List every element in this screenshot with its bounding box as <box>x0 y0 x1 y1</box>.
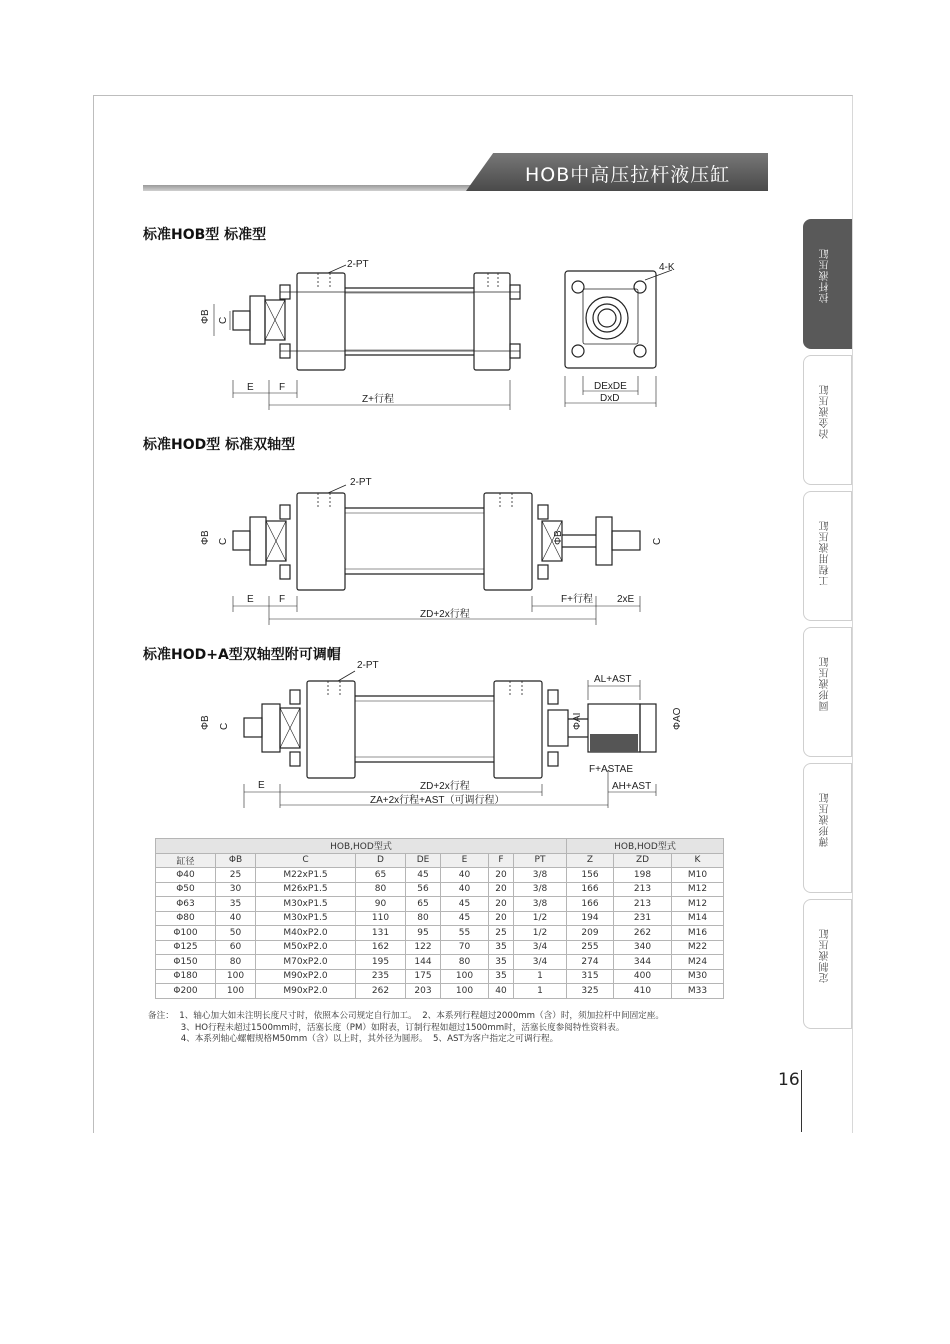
table-cell: Φ50 <box>156 882 216 897</box>
svg-text:2-PT: 2-PT <box>347 259 369 270</box>
hod-side-labels <box>200 477 663 620</box>
table-cell: 231 <box>614 911 672 926</box>
table-cell: 45 <box>406 868 441 883</box>
table-cell: 262 <box>356 984 406 999</box>
table-cell: 325 <box>567 984 614 999</box>
table-cell: Φ100 <box>156 926 216 941</box>
col-header: Z <box>567 853 614 868</box>
table-cell: M22 <box>672 940 724 955</box>
table-cell: 100 <box>441 984 489 999</box>
table-cell: 255 <box>567 940 614 955</box>
table-cell: 70 <box>441 940 489 955</box>
col-header: PT <box>514 853 567 868</box>
col-header: ZD <box>614 853 672 868</box>
table-cell: 50 <box>216 926 256 941</box>
table-row <box>156 940 724 955</box>
table-cell: Φ63 <box>156 897 216 912</box>
table-cell: 80 <box>356 882 406 897</box>
table-row <box>156 926 724 941</box>
table-cell: 156 <box>567 868 614 883</box>
page-number: 16 <box>778 1070 800 1090</box>
table-cell: 203 <box>406 984 441 999</box>
table-cell: 45 <box>441 897 489 912</box>
table-cell: M90xP2.0 <box>256 969 356 984</box>
table-cell: 35 <box>489 955 514 970</box>
table-cell: M50xP2.0 <box>256 940 356 955</box>
table-cell: 144 <box>406 955 441 970</box>
table-cell: 40 <box>441 868 489 883</box>
svg-text:2xE: 2xE <box>617 594 635 605</box>
page-title: HOB中高压拉杆液压缸 <box>525 164 731 186</box>
side-tab-label: 冶金液压缸 <box>820 384 831 439</box>
svg-text:ΦB: ΦB <box>200 530 211 545</box>
table-cell: 20 <box>489 868 514 883</box>
table-cell: 110 <box>356 911 406 926</box>
table-cell: 95 <box>406 926 441 941</box>
table-cell: 80 <box>216 955 256 970</box>
hob-end-labels <box>594 262 675 404</box>
table-cell: 20 <box>489 897 514 912</box>
table-cell: Φ125 <box>156 940 216 955</box>
table-row <box>156 868 724 883</box>
table-cell: 166 <box>567 897 614 912</box>
footnote: 备注： 1、轴心加大如未注明长度尺寸时，依照本公司规定自行加工。 2、本系列行程超过2000mm（含）时，须加拉杆中间固定座。 <box>148 1011 664 1021</box>
table-cell: 3/8 <box>514 868 567 883</box>
table-cell: M26xP1.5 <box>256 882 356 897</box>
table-cell: M33 <box>672 984 724 999</box>
table-cell: M70xP2.0 <box>256 955 356 970</box>
table-cell: 80 <box>406 911 441 926</box>
section-title-hod-a: 标准HOD+A型双轴型附可调帽 <box>143 647 341 663</box>
table-cell: 340 <box>614 940 672 955</box>
table-cell: M12 <box>672 882 724 897</box>
table-cell: 45 <box>441 911 489 926</box>
table-cell: 30 <box>216 882 256 897</box>
table-cell: 65 <box>406 897 441 912</box>
table-cell: 162 <box>356 940 406 955</box>
table-cell: M30xP1.5 <box>256 911 356 926</box>
col-header: D <box>356 853 406 868</box>
svg-text:ΦB: ΦB <box>553 530 564 545</box>
table-cell: 56 <box>406 882 441 897</box>
svg-text:ZD+2x行程: ZD+2x行程 <box>420 609 470 620</box>
svg-text:E: E <box>247 382 254 393</box>
table-cell: 262 <box>614 926 672 941</box>
side-tab-label: 定制液压缸 <box>820 928 831 983</box>
table-cell: 315 <box>567 969 614 984</box>
table-cell: 90 <box>356 897 406 912</box>
table-cell: M24 <box>672 955 724 970</box>
svg-text:DxD: DxD <box>600 393 620 404</box>
table-row <box>156 955 724 970</box>
table-cell: 40 <box>441 882 489 897</box>
table-cell: 35 <box>216 897 256 912</box>
table-cell: 213 <box>614 897 672 912</box>
col-header: ΦB <box>216 853 256 868</box>
col-header: F <box>489 853 514 868</box>
svg-text:E: E <box>247 594 254 605</box>
col-header: K <box>672 853 724 868</box>
table-cell: 3/8 <box>514 882 567 897</box>
svg-text:C: C <box>218 537 229 545</box>
svg-text:Z+行程: Z+行程 <box>362 394 394 405</box>
table-cell: 40 <box>216 911 256 926</box>
table-cell: 35 <box>489 969 514 984</box>
table-row <box>156 882 724 897</box>
side-tab-label: 工程用液压缸 <box>820 520 831 586</box>
svg-text:ΦAI: ΦAI <box>572 712 583 730</box>
table-cell: Φ200 <box>156 984 216 999</box>
svg-text:DExDE: DExDE <box>594 381 627 392</box>
table-cell: 344 <box>614 955 672 970</box>
table-cell: 100 <box>441 969 489 984</box>
table-cell: 194 <box>567 911 614 926</box>
table-cell: M10 <box>672 868 724 883</box>
table-cell: 400 <box>614 969 672 984</box>
section-title-hod: 标准HOD型 标准双轴型 <box>143 437 296 453</box>
svg-text:2-PT: 2-PT <box>350 477 372 488</box>
table-row <box>156 911 724 926</box>
table-cell: 410 <box>614 984 672 999</box>
table-cell: 1 <box>514 969 567 984</box>
col-header: C <box>256 853 356 868</box>
table-cell: 80 <box>441 955 489 970</box>
svg-text:ΦB: ΦB <box>200 715 211 730</box>
table-cell: 3/4 <box>514 940 567 955</box>
svg-text:ZA+2x行程+AST（可调行程）: ZA+2x行程+AST（可调行程） <box>370 795 505 806</box>
side-tab-label: 圆形液压缸 <box>820 656 831 711</box>
table-cell: Φ80 <box>156 911 216 926</box>
side-tab-label: 薄形液压缸 <box>820 792 831 847</box>
svg-text:AH+AST: AH+AST <box>612 781 652 792</box>
svg-text:C: C <box>219 722 230 730</box>
table-cell: 1 <box>514 984 567 999</box>
table-cell: 100 <box>216 984 256 999</box>
table-cell: 20 <box>489 882 514 897</box>
svg-text:ΦAO: ΦAO <box>672 707 683 730</box>
svg-text:E: E <box>258 780 265 791</box>
svg-text:F+ASTAE: F+ASTAE <box>589 764 633 775</box>
svg-text:F+行程: F+行程 <box>561 594 593 605</box>
table-cell: 1/2 <box>514 926 567 941</box>
spec-table <box>155 838 724 999</box>
table-cell: 25 <box>216 868 256 883</box>
table-cell: 213 <box>614 882 672 897</box>
table-cell: 195 <box>356 955 406 970</box>
table-cell: 25 <box>489 926 514 941</box>
page-number-rule <box>801 1070 802 1132</box>
table-group-left: HOB,HOD型式 <box>156 839 567 854</box>
svg-text:F: F <box>279 382 286 393</box>
hob-side-view <box>214 265 520 410</box>
table-cell: M30xP1.5 <box>256 897 356 912</box>
section-title-hob: 标准HOB型 标准型 <box>143 227 267 243</box>
col-header: 缸径 <box>156 853 216 868</box>
svg-text:ZD+2x行程: ZD+2x行程 <box>420 781 470 792</box>
table-cell: 40 <box>489 984 514 999</box>
table-cell: Φ150 <box>156 955 216 970</box>
table-cell: M22xP1.5 <box>256 868 356 883</box>
table-body <box>156 868 724 999</box>
table-cell: 1/2 <box>514 911 567 926</box>
hod-a-side-labels <box>200 660 683 806</box>
table-row <box>156 984 724 999</box>
table-cell: 60 <box>216 940 256 955</box>
table-cell: Φ40 <box>156 868 216 883</box>
footnote: 4、本系列轴心螺帽规格M50mm（含）以上时，其外径为圆形。 5、AST为客户指定之可调行程。 <box>148 1034 559 1044</box>
table-cell: 100 <box>216 969 256 984</box>
table-header-row <box>156 853 724 868</box>
col-header: DE <box>406 853 441 868</box>
table-cell: 274 <box>567 955 614 970</box>
table-cell: 131 <box>356 926 406 941</box>
table-row <box>156 897 724 912</box>
svg-text:4-K: 4-K <box>659 262 675 273</box>
footnotes <box>148 1011 664 1046</box>
table-cell: Φ180 <box>156 969 216 984</box>
table-row <box>156 969 724 984</box>
svg-text:2-PT: 2-PT <box>357 660 379 671</box>
side-tab-label: 拉杆液压缸 <box>820 248 831 303</box>
table-cell: 65 <box>356 868 406 883</box>
table-cell: 3/4 <box>514 955 567 970</box>
table-cell: 175 <box>406 969 441 984</box>
table-cell: M14 <box>672 911 724 926</box>
table-cell: M30 <box>672 969 724 984</box>
table-cell: 166 <box>567 882 614 897</box>
svg-text:C: C <box>218 316 229 324</box>
table-cell: 3/8 <box>514 897 567 912</box>
table-cell: 122 <box>406 940 441 955</box>
table-cell: M16 <box>672 926 724 941</box>
table-cell: 35 <box>489 940 514 955</box>
col-header: E <box>441 853 489 868</box>
table-cell: 209 <box>567 926 614 941</box>
table-cell: 20 <box>489 911 514 926</box>
table-cell: 198 <box>614 868 672 883</box>
table-cell: M90xP2.0 <box>256 984 356 999</box>
table-group-right: HOB,HOD型式 <box>567 839 724 854</box>
svg-text:AL+AST: AL+AST <box>594 674 632 685</box>
svg-text:F: F <box>279 594 286 605</box>
svg-text:C: C <box>652 537 663 545</box>
svg-text:ΦB: ΦB <box>200 309 211 324</box>
table-cell: M12 <box>672 897 724 912</box>
table-cell: 235 <box>356 969 406 984</box>
table-cell: 55 <box>441 926 489 941</box>
table-cell: M40xP2.0 <box>256 926 356 941</box>
footnote: 3、HO行程未超过1500mm时，活塞长度（PM）如附表，订制行程如超过1500mm时，活塞长度参阅特性资料表。 <box>148 1022 625 1033</box>
